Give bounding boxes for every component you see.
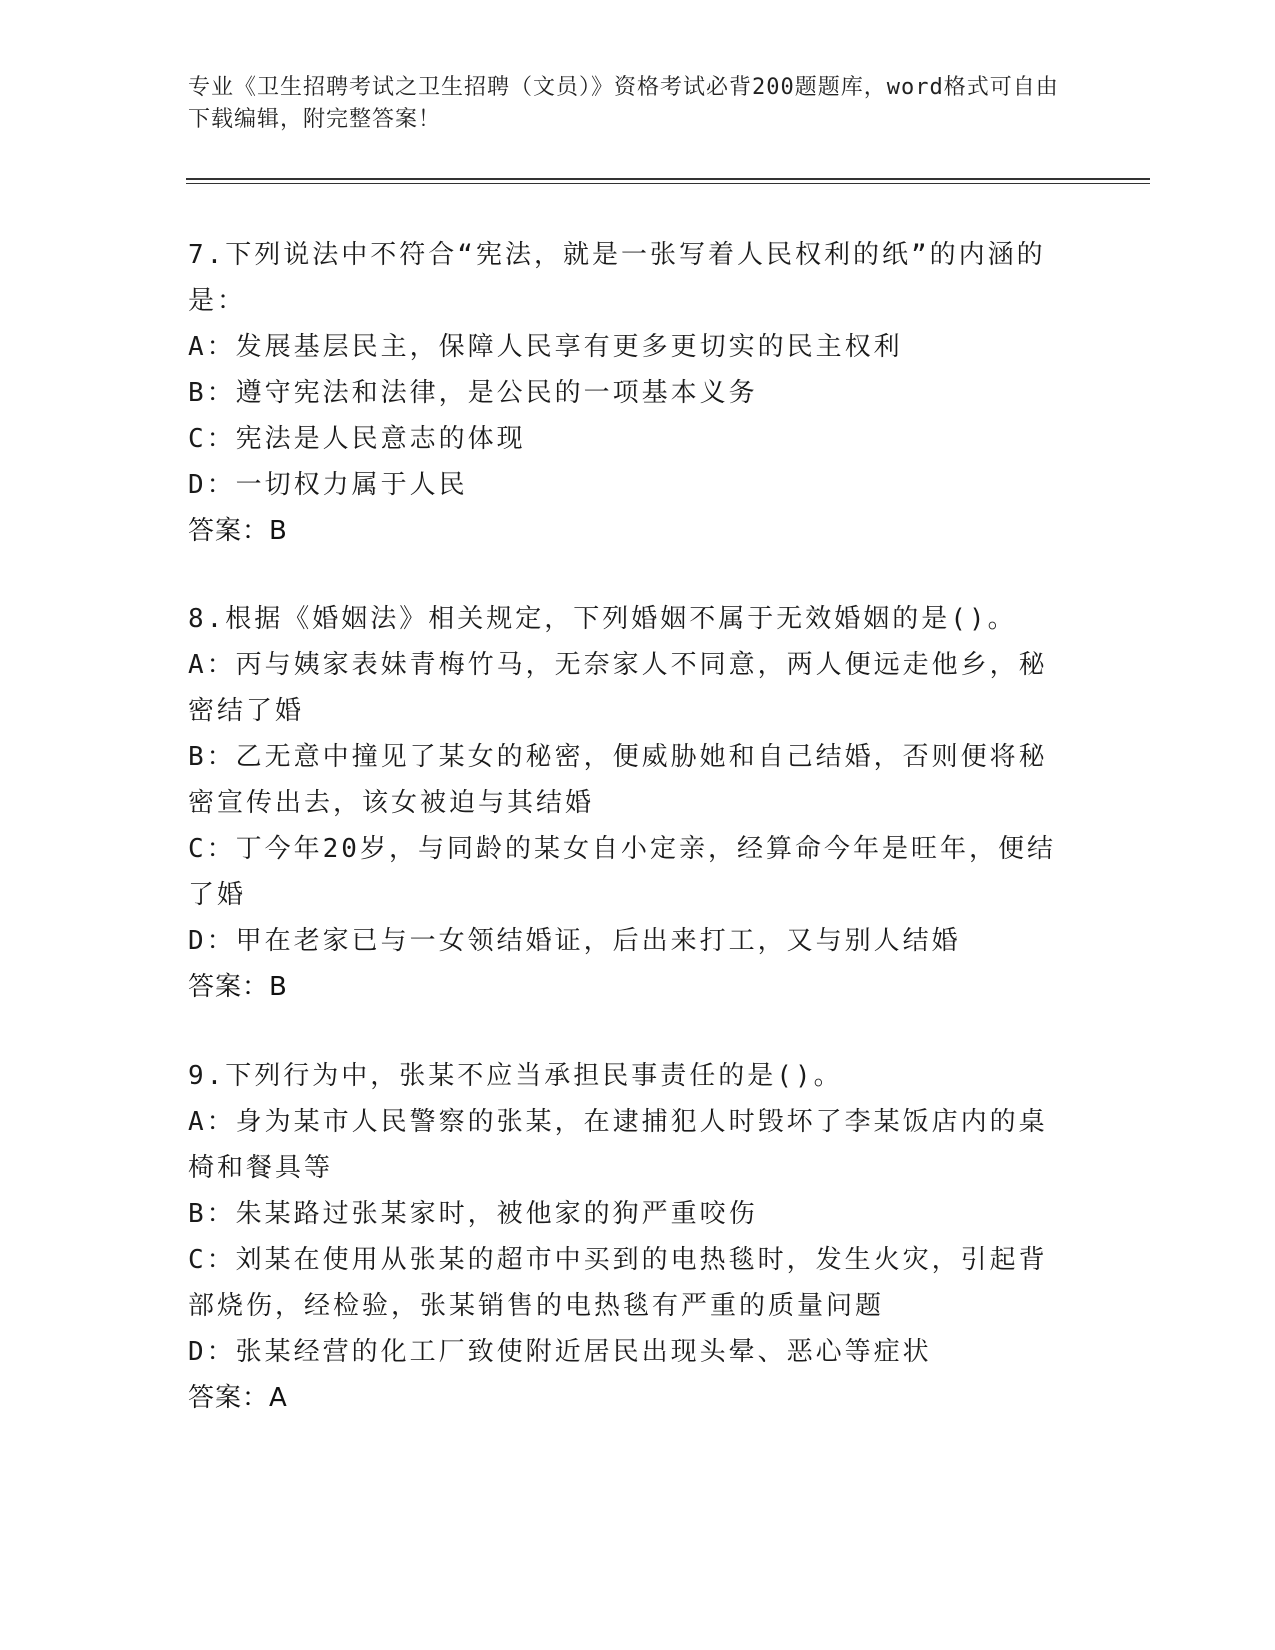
option-c: C：宪法是人民意志的体现 bbox=[188, 424, 526, 454]
option-b: B：乙无意中撞见了某女的秘密，便威胁她和自己结婚，否则便将秘密宣传出去，该女被迫与其结婚 bbox=[188, 742, 1048, 818]
option-a: A：身为某市人民警察的张某，在逮捕犯人时毁坏了李某饭店内的桌椅和餐具等 bbox=[188, 1107, 1048, 1183]
option-b: B：朱某路过张某家时，被他家的狗严重咬伤 bbox=[188, 1199, 758, 1229]
answer-line: 答案：A bbox=[188, 1383, 288, 1413]
header-divider-thin bbox=[186, 183, 1150, 184]
option-d: D：张某经营的化工厂致使附近居民出现头晕、恶心等症状 bbox=[188, 1337, 932, 1367]
answer-line: 答案：B bbox=[188, 972, 288, 1002]
question-9 bbox=[188, 1053, 1068, 1421]
option-d: D：甲在老家已与一女领结婚证，后出来打工，又与别人结婚 bbox=[188, 926, 961, 956]
option-d: D：一切权力属于人民 bbox=[188, 470, 468, 500]
question-8 bbox=[188, 596, 1068, 1010]
header-divider-thick bbox=[186, 178, 1150, 180]
option-c: C：刘某在使用从张某的超市中买到的电热毯时，发生火灾，引起背部烧伤，经检验，张某销售的电热毯有严重的质量问题 bbox=[188, 1245, 1048, 1321]
document-header: 专业《卫生招聘考试之卫生招聘（文员）》资格考试必背200题题库，word格式可自由下载编辑，附完整答案！ bbox=[188, 75, 1059, 132]
option-b: B：遵守宪法和法律，是公民的一项基本义务 bbox=[188, 378, 758, 408]
question-stem: 9.下列行为中，张某不应当承担民事责任的是()。 bbox=[188, 1061, 843, 1091]
option-a: A：发展基层民主，保障人民享有更多更切实的民主权利 bbox=[188, 332, 903, 362]
question-7 bbox=[188, 232, 1068, 554]
question-stem: 7.下列说法中不符合“宪法，就是一张写着人民权利的纸”的内涵的是： bbox=[188, 240, 1046, 316]
answer-line: 答案：B bbox=[188, 516, 288, 546]
option-c: C：丁今年20岁，与同龄的某女自小定亲，经算命今年是旺年，便结了婚 bbox=[188, 834, 1056, 910]
question-stem: 8.根据《婚姻法》相关规定，下列婚姻不属于无效婚姻的是()。 bbox=[188, 604, 1017, 634]
option-a: A：丙与姨家表妹青梅竹马，无奈家人不同意，两人便远走他乡，秘密结了婚 bbox=[188, 650, 1048, 726]
